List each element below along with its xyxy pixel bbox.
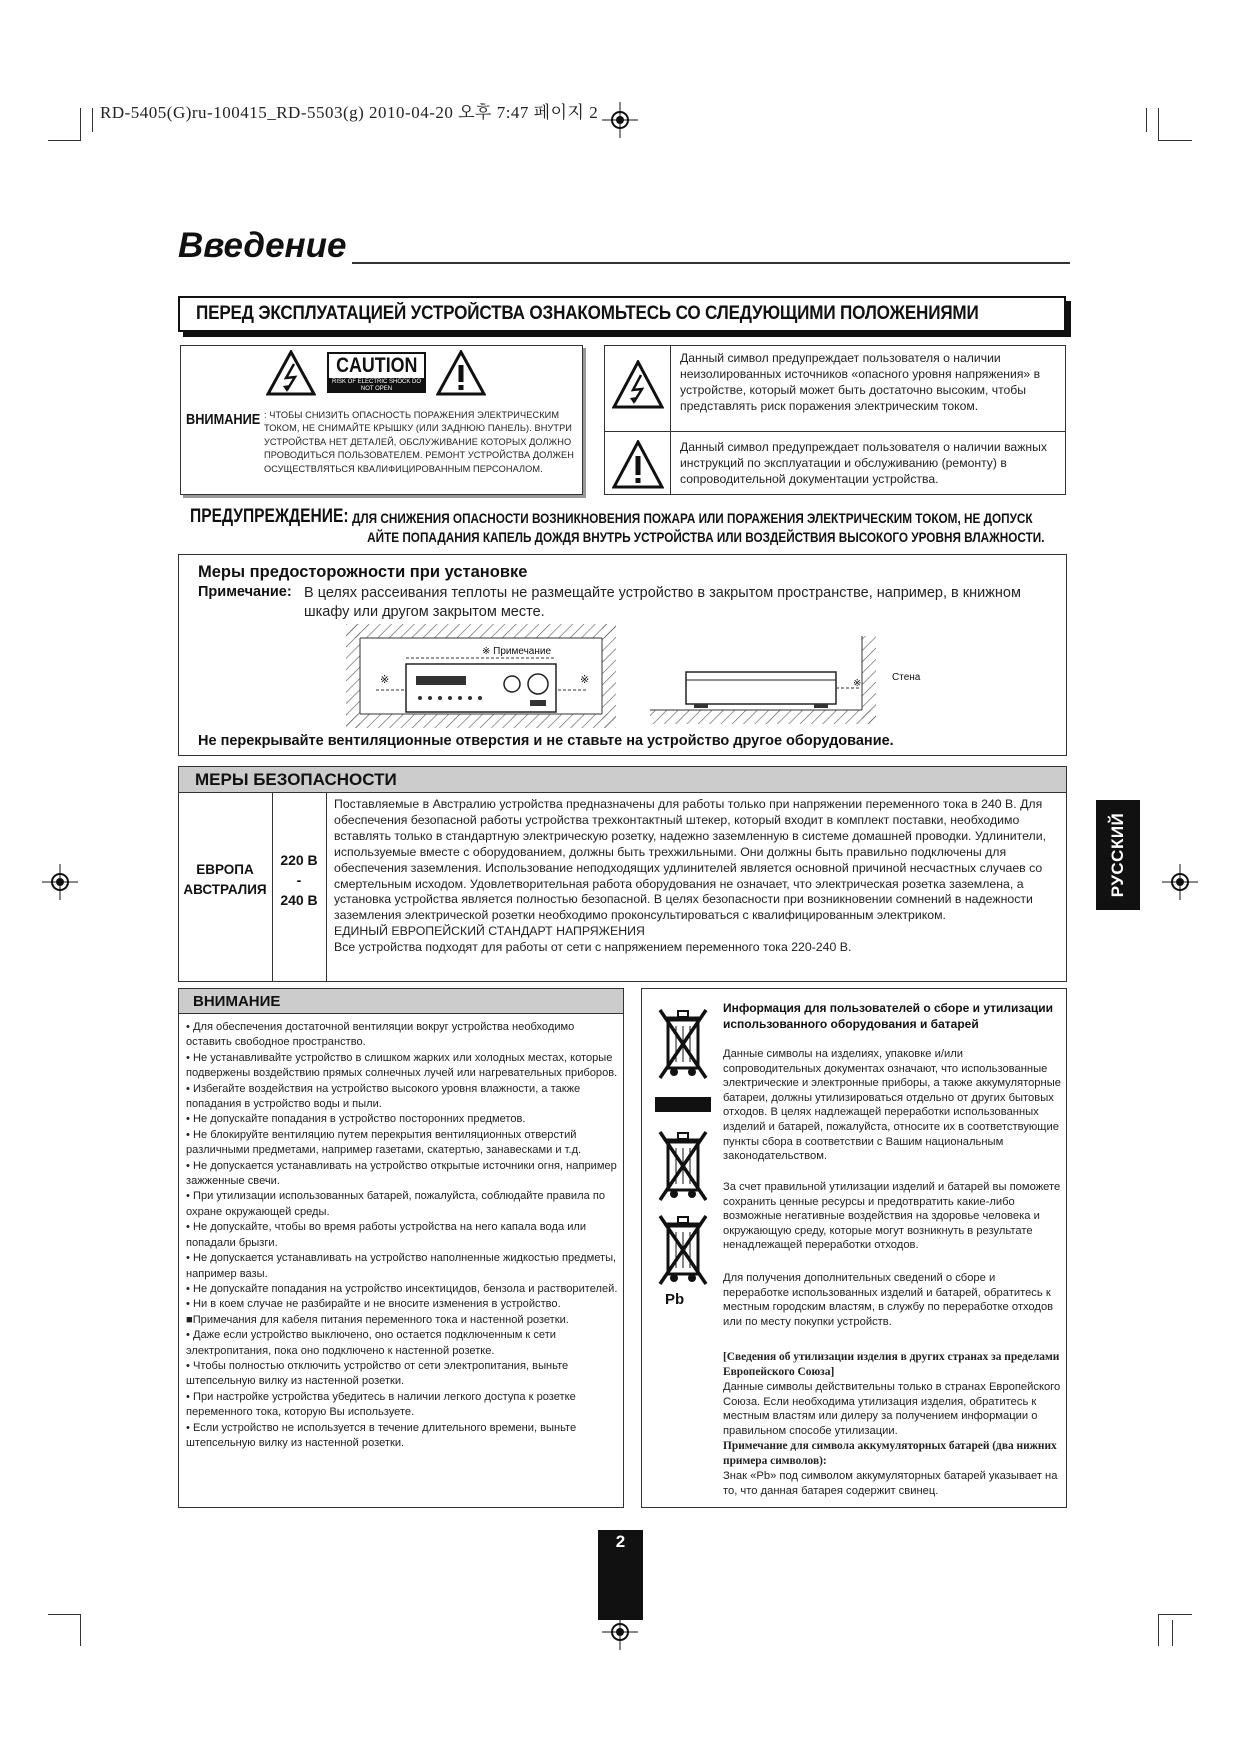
eu-standard-text: Все устройства подходят для работы от сети с напряжением переменного тока 220-240 В. <box>334 940 852 955</box>
list-item: • Чтобы полностью отключить устройство от сети электропитания, выньте штепсельную вилку из настенной розетки. <box>186 1359 569 1388</box>
solid-bar-icon <box>655 1097 711 1112</box>
safety-paragraph: Поставляемые в Австралию устройства предназначены для работы только при напряжении переменного тока в 240 В. Для обеспечения безопасной работы устройства трехконтактный штекер, который входит в комплект поставки, необходимо вставлять только в стандартную электрическую розетку, надежно заземленную в системе домашней проводки. Удлинители, используемые вместе с оборудованием, должны быть трехжильными. Они должны быть правильно подключены для обеспечения заземления. Использование неподходящих удлинителей является основной причиной несчастных случаев со смертельным исходом. Удовлетворительная работа оборудования не означает, что электрическая розетка заземлена, а установка устройства является полностью безопасной. В целях безопасности при возникновении сомнений в надежности заземления электрической розетки необходимо проконсультироваться с квалифицированным электриком. <box>334 797 1047 923</box>
caution-text: : ЧТОБЫ СНИЗИТЬ ОПАСНОСТЬ ПОРАЖЕНИЯ ЭЛЕКТРИЧЕСКИМ ТОКОМ, НЕ СНИМАЙТЕ КРЫШКУ (ИЛИ ЗАДНЮЮ ПАНЕЛЬ). ВНУТРИ УСТРОЙСТВА НЕТ ДЕТАЛЕЙ, ОБСЛУЖИВАНИЕ КОТОРЫХ ДОЛЖНО ПРОВОДИТЬСЯ ПОЛЬЗОВАТЕЛЕМ. РЕМОНТ УСТРОЙСТВА ДОЛЖЕН ОСУЩЕСТВЛЯТЬСЯ КВАЛИФИЦИРОВАННЫМ ПЕРСОНАЛОМ. <box>264 410 575 474</box>
list-item: • Ни в коем случае не разбирайте и не вносите изменения в устройство. <box>186 1298 561 1311</box>
voltage-min: 220 В <box>280 852 318 868</box>
wall-label: Стена <box>892 672 921 683</box>
divider <box>670 345 671 495</box>
disposal-paragraph-3: Для получения дополнительных сведений о сборе и переработке использованных изделий и батарей, обратитесь к местным городским властям, в службу по переработке отходов или по месту покупки устройств. <box>723 1272 1054 1328</box>
list-item: • Не допускайте попадания на устройство инсектицидов, бензола и растворителей. <box>186 1282 618 1295</box>
crop-mark <box>1146 108 1147 132</box>
crop-mark <box>48 140 81 141</box>
attention-header: ВНИМАНИЕ <box>178 988 624 1014</box>
divider <box>326 792 327 982</box>
region-australia: АВСТРАЛИЯ <box>183 882 267 897</box>
disposal-paragraph-1: Данные символы на изделиях, упаковке и/или сопроводительных документах означают, что использованные электрические и электронные приборы, а также аккумуляторные батареи, должны утилизироваться отдельно от других бытовых отходов. В целях надлежащей переработки использованных изделий и батарей, пожалуйста, относите их в соответствующие пункты сбора в соответствии с Вашим национальным законодательством. <box>723 1048 1061 1163</box>
title-rule <box>352 262 1070 264</box>
crop-mark <box>80 108 81 140</box>
lightning-symbol-text: Данный символ предупреждает пользователя о наличии неизолированных источников «опасного уровня напряжения» в устройстве, который может быть достаточно высоким, чтобы представлять риск поражения электрическим током. <box>680 351 1041 413</box>
safety-header: МЕРЫ БЕЗОПАСНОСТИ <box>178 766 1067 793</box>
list-item: • Не допускайте попадания в устройство посторонних предметов. <box>186 1113 526 1126</box>
registration-mark-icon <box>600 100 640 140</box>
notice-banner-text: ПЕРЕД ЭКСПЛУАТАЦИЕЙ УСТРОЙСТВА ОЗНАКОМЬТЕСЬ СО СЛЕДУЮЩИМИ ПОЛОЖЕНИЯМИ <box>196 303 979 324</box>
list-item: • Для обеспечения достаточной вентиляции вокруг устройства необходимо оставить свободное пространство. <box>186 1021 575 1049</box>
crop-mark <box>80 1614 81 1646</box>
diagram-mark-left: ※ <box>380 674 390 686</box>
caution-label-text: CAUTION <box>336 354 418 377</box>
caution-label <box>327 352 426 393</box>
diagram-note-label: ※ Примечание <box>482 646 552 657</box>
disposal-non-eu-title: [Сведения об утилизации изделия в других странах за пределами Европейского Союза] <box>723 1351 1060 1378</box>
diagram-mark-wall: ※ <box>853 678 862 689</box>
installation-note-text: В целях рассеивания теплоты не размещайте устройство в закрытом пространстве, например, в книжном шкафу или другом закрытом месте. <box>304 585 1021 620</box>
caution-sublabel: RISK OF ELECTRIC SHOCK DO NOT OPEN <box>329 378 424 393</box>
disposal-title: Информация для пользователей о сборе и утилизации использованного оборудования и батарей <box>723 1001 1053 1031</box>
battery-note-text: Знак «Pb» под символом аккумуляторных батарей указывает на то, что данная батарея содержит свинец. <box>723 1470 1058 1497</box>
list-item: • Избегайте воздействия на устройство высокого уровня влажности, а также попадания в устройство воды и пыли. <box>186 1082 581 1111</box>
diagram-mark-right: ※ <box>580 674 590 686</box>
list-item: • Даже если устройство выключено, оно остается подключенным к сети электропитания, пока оно подключено к настенной розетке. <box>186 1329 556 1357</box>
disposal-paragraph-2: За счет правильной утилизации изделий и батарей вы поможете сохранить ценные ресурсы и предотвратить какие-либо возможные негативные воздействия на здоровье человека и окружающую среду, которые могут возникнуть в результате ненадлежащей переработки отходов. <box>723 1181 1061 1252</box>
crop-mark <box>1172 1620 1173 1646</box>
eu-standard-title: ЕДИНЫЙ ЕВРОПЕЙСКИЙ СТАНДАРТ НАПРЯЖЕНИЯ <box>334 924 645 939</box>
crop-mark <box>1158 108 1159 140</box>
lightning-warning-icon <box>266 350 316 396</box>
voltage-max: 240 В <box>280 892 318 908</box>
list-item: • При утилизации использованных батарей, пожалуйста, соблюдайте правила по охране окружающей среды. <box>186 1190 606 1218</box>
region-europe: ЕВРОПА <box>196 862 254 877</box>
list-item: • Не устанавливайте устройство в слишком жарких или холодных местах, которые подвержены воздействию прямых солнечных лучей или нагревательных приборов. <box>186 1051 618 1080</box>
list-item: • При настройке устройства убедитесь в наличии легкого доступа к розетке переменного тока, которую Вы используете. <box>186 1390 576 1419</box>
page-number: 2 <box>615 1532 626 1551</box>
voltage-dash: - <box>296 872 302 888</box>
installation-title: Меры предосторожности при установке <box>198 563 528 581</box>
crop-mark <box>1158 140 1192 141</box>
crossed-bin-icon <box>656 1006 710 1080</box>
crop-mark <box>48 1614 81 1615</box>
crop-mark <box>1158 1614 1192 1615</box>
lightning-warning-icon <box>612 360 664 410</box>
attention-list <box>186 1020 620 1451</box>
crop-mark <box>1158 1614 1159 1646</box>
disposal-paragraph-4: Данные символы действительны только в странах Европейского Союза. Если необходима утилизация изделия, обратитесь к местным властям или дилеру за получением информации о правильном способе утилизации. <box>723 1381 1061 1437</box>
language-tab-label: РУССКИЙ <box>1108 812 1127 898</box>
warning-line-1: ДЛЯ СНИЖЕНИЯ ОПАСНОСТИ ВОЗНИКНОВЕНИЯ ПОЖАРА ИЛИ ПОРАЖЕНИЯ ЭЛЕКТРИЧЕСКИМ ТОКОМ, НЕ ДОПУСК <box>352 510 1033 526</box>
warning-label: ПРЕДУПРЕЖДЕНИЕ: <box>190 506 349 527</box>
installation-footer: Не перекрывайте вентиляционные отверстия и не ставьте на устройство другое оборудование. <box>198 733 894 749</box>
pb-label: Pb <box>665 1291 685 1308</box>
battery-note-title: Примечание для символа аккумуляторных батарей (два нижних примера символов): <box>723 1440 1057 1467</box>
registration-mark-icon <box>1160 862 1200 902</box>
crop-mark <box>92 108 93 132</box>
language-tab <box>1096 800 1140 910</box>
caution-title: ВНИМАНИЕ <box>186 411 261 428</box>
list-item: • Не допускается устанавливать на устройство наполненные жидкостью предметы, например вазы. <box>186 1252 617 1280</box>
divider <box>604 431 1066 432</box>
safety-text <box>334 797 1064 956</box>
warning-text <box>352 509 1045 547</box>
installation-note-label: Примечание: <box>198 584 292 600</box>
exclamation-symbol-text: Данный символ предупреждает пользователя о наличии важных инструкций по эксплуатации и обслуживанию (ремонту) в сопроводительной документации устройства. <box>680 440 1047 486</box>
crossed-bin-icon <box>656 1128 710 1202</box>
page-title: Введение <box>178 226 347 265</box>
list-item: • Не блокируйте вентиляцию путем перекрытия вентиляционных отверстий различными предметами, например газетами, скатертью, занавесками и т.д. <box>186 1128 582 1157</box>
list-item: • Не допускается устанавливать на устройство открытые источники огня, например зажженные свечи. <box>186 1159 617 1188</box>
notice-banner <box>178 296 1066 332</box>
crossed-bin-icon <box>656 1212 710 1286</box>
print-header: RD-5405(G)ru-100415_RD-5503(g) 2010-04-20 오후 7:47 페이지 2 <box>100 103 599 122</box>
list-item: • Если устройство не используется в течение длительного времени, выньте штепсельную вилку из настенной розетки. <box>186 1421 577 1449</box>
exclamation-warning-icon <box>436 350 486 396</box>
list-item: ■Примечания для кабеля питания переменного тока и настенной розетки. <box>186 1313 569 1326</box>
registration-mark-icon <box>40 862 80 902</box>
list-item: • Не допускайте, чтобы во время работы устройства на него капала вода или попадали брызги. <box>186 1221 587 1249</box>
warning-line-2: АЙТЕ ПОПАДАНИЯ КАПЕЛЬ ДОЖДЯ ВНУТРЬ УСТРОЙСТВА ИЛИ ВОЗДЕЙСТВИЯ ВЫСОКОГО УРОВНЯ ВЛАЖНОСТИ. <box>367 529 1045 545</box>
exclamation-warning-icon <box>612 440 664 490</box>
